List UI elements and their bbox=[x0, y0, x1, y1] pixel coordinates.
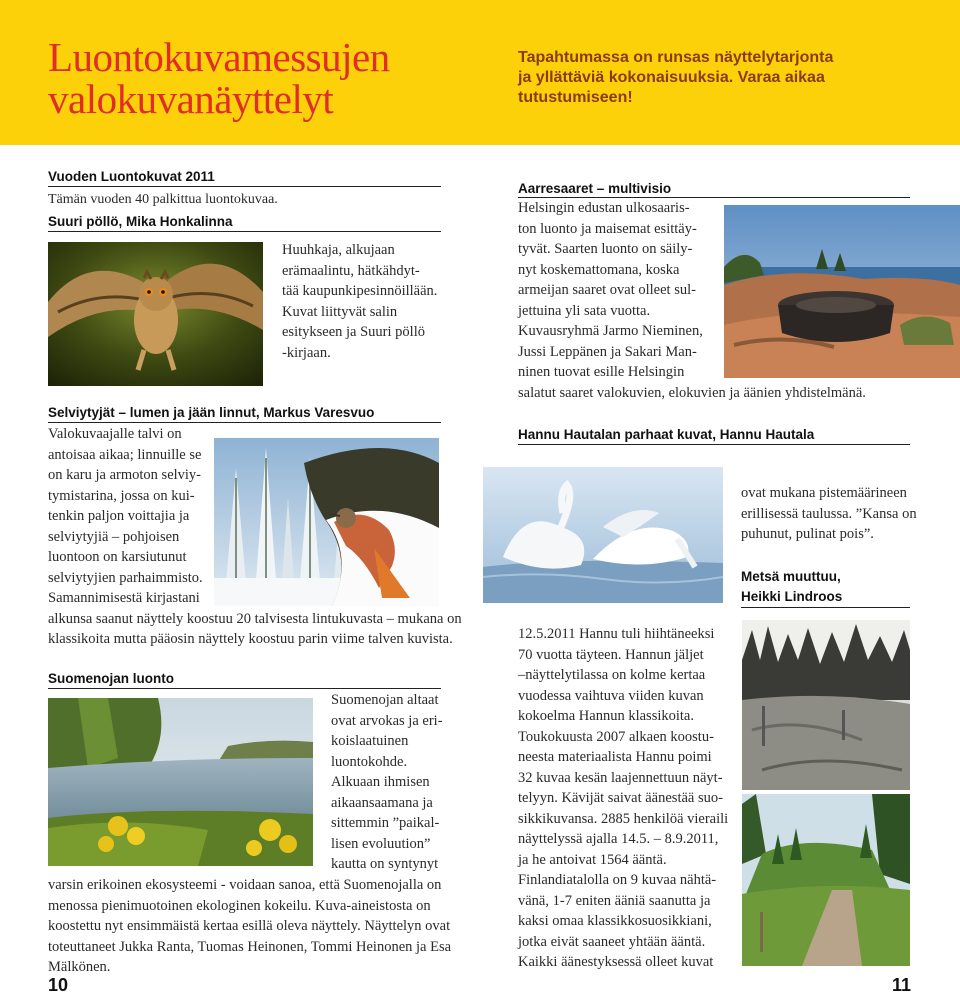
selviytyjat-line: Samannimisestä kirjastani bbox=[48, 590, 200, 606]
selviytyjat-line: on karu ja armoton selviy- bbox=[48, 467, 202, 483]
hautala-body-line: 70 vuotta täyteen. Hannun jäljet bbox=[518, 646, 704, 663]
suomenoja-line: menossa pienimuotoinen ekologinen kokeilu. Kuva-aineistosta on bbox=[48, 897, 431, 914]
section-divider bbox=[48, 231, 441, 232]
selviytyjat-heading: Selviytyjät – lumen ja jään linnut, Markus Varesvuo bbox=[48, 405, 375, 420]
aarresaaret-line: tyvät. Saarten luonto on säily- bbox=[518, 241, 693, 257]
aarresaaret-line: Helsingin edustan ulkosaaris- bbox=[518, 200, 690, 216]
suomenoja-line: koostettu nyt ensimmäistä kertaa esillä oleva näyttely. Näyttelyn ovat bbox=[48, 918, 451, 934]
suomenoja-body-wide bbox=[48, 875, 451, 978]
hautala-body-line: vuodessa vaihtuva viiden kuvan bbox=[518, 687, 704, 704]
section-divider bbox=[48, 186, 441, 187]
hautala-body-line: kokoelma Hannun klassikoita. bbox=[518, 708, 694, 724]
aarresaaret-line: ninen tuovat esille Helsingin bbox=[518, 364, 685, 380]
suomenoja-line: toteuttaneet Jukka Ranta, Tuomas Heinonen, Tommi Heinonen ja Esa bbox=[48, 938, 452, 955]
hautala-body-line: –näyttelytilassa on kolme kertaa bbox=[518, 667, 706, 683]
suomenoja-line: Alkuaan ihmisen bbox=[331, 774, 430, 790]
metsa-heading-line-2: Heikki Lindroos bbox=[741, 589, 843, 604]
subtitle-line-1: Tapahtumassa on runsas näyttelytarjonta bbox=[518, 49, 834, 66]
page-title bbox=[48, 36, 468, 120]
hautala-heading: Hannu Hautalan parhaat kuvat, Hannu Hautala bbox=[518, 427, 815, 442]
selviytyjat-line: selviytyjien parhaimmisto. bbox=[48, 569, 203, 586]
hautala-line: ovat mukana pistemäärineen bbox=[741, 485, 907, 501]
vuoden-body bbox=[282, 240, 437, 363]
hautala-body-line: Toukokuusta 2007 alkaen koostu- bbox=[518, 728, 714, 745]
subtitle-line-2: ja yllättäviä kokonaisuuksia. Varaa aikaa bbox=[518, 69, 825, 86]
owl-photo bbox=[48, 242, 263, 386]
suomenoja-heading: Suomenojan luonto bbox=[48, 671, 174, 686]
vuoden-line: -kirjaan. bbox=[282, 344, 331, 361]
selviytyjat-line: selviytyjiä – pohjoisen bbox=[48, 528, 180, 545]
island-bunker-photo bbox=[724, 205, 960, 378]
aarresaaret-line: ton luonto ja maisemat esittäy- bbox=[518, 220, 697, 237]
hautala-body-line: jotka eivät saaneet yhtään ääntä. bbox=[518, 933, 706, 950]
selviytyjat-line: alkunsa saanut näyttely koostuu 20 talvisesta lintukuvasta – mukana on bbox=[48, 610, 462, 627]
hautala-body-line: ja he antoivat 1564 ääntä. bbox=[518, 851, 667, 868]
vuoden-line: esitykseen ja Suuri pöllö bbox=[282, 324, 425, 340]
section-divider bbox=[48, 422, 441, 423]
hautala-line: erillisessä taulussa. ”Kansa on bbox=[741, 505, 917, 522]
suomenoja-line: lisen evoluution” bbox=[331, 835, 431, 852]
title-line-1: Luontokuvamessujen bbox=[48, 34, 390, 80]
suomenoja-line: aikaansaamana ja bbox=[331, 794, 433, 811]
subtitle-line-3: tutustumiseen! bbox=[518, 89, 633, 106]
winter-bird-photo bbox=[214, 438, 439, 606]
hautala-body-line: vänä, 1-7 eniten ääniä saanutta ja bbox=[518, 892, 711, 909]
title-line-2: valokuvanäyttelyt bbox=[48, 76, 334, 122]
suomenoja-line: luontokohde. bbox=[331, 753, 408, 770]
suomenoja-line: Mälkönen. bbox=[48, 959, 111, 975]
vuoden-line: erämaalintu, hätkähdyt- bbox=[282, 262, 420, 279]
selviytyjat-line: antoisaa aikaa; linnuille se bbox=[48, 446, 202, 463]
page-subtitle bbox=[518, 48, 898, 108]
vuoden-line: Kuvat liittyvät salin bbox=[282, 303, 398, 320]
suomenoja-line: varsin erikoinen ekosysteemi - voidaan sanoa, että Suomenojalla on bbox=[48, 877, 442, 893]
hautala-body-line: telyyn. Kävijät saivat äänestää suo- bbox=[518, 790, 723, 806]
hautala-line: puhunut, pulinat pois”. bbox=[741, 526, 874, 542]
aarresaaret-line: jettuina yli sata vuotta. bbox=[518, 302, 651, 319]
selviytyjat-line: tymistarina, jossa on kui- bbox=[48, 487, 195, 504]
hautala-body-line: kaksi omaa klassikkosuosikkiani, bbox=[518, 913, 712, 929]
header-banner bbox=[0, 0, 960, 145]
selviytyjat-line: luontoon on karsiutunut bbox=[48, 549, 187, 565]
vuoden-heading: Vuoden Luontokuvat 2011 bbox=[48, 169, 215, 184]
vuoden-line: Huuhkaja, alkujaan bbox=[282, 242, 395, 258]
section-divider bbox=[741, 607, 910, 608]
section-divider bbox=[518, 444, 910, 445]
aarresaaret-line: Kuvausryhmä Jarmo Nieminen, bbox=[518, 323, 703, 339]
vuoden-line: tää kaupunkipesinnöillään. bbox=[282, 283, 438, 299]
metsa-heading bbox=[741, 567, 842, 607]
aarresaaret-line: Jussi Leppänen ja Sakari Man- bbox=[518, 343, 697, 360]
hautala-body-line: sikkikuvansa. 2885 henkilöä vieraili bbox=[518, 810, 729, 827]
lake-photo bbox=[48, 698, 313, 866]
hautala-right-text bbox=[741, 483, 917, 545]
swans-photo bbox=[483, 467, 723, 603]
hautala-body-line: näyttelyssä ajalla 14.5. – 8.9.2011, bbox=[518, 831, 719, 847]
suomenoja-line: kautta on syntynyt bbox=[331, 856, 439, 872]
selviytyjat-line: klassikoita mutta pääosin näyttely koostuu parin viime talven kuvista. bbox=[48, 631, 453, 647]
hautala-body-line: Finlandiatalolla on 9 kuvaa nähtä- bbox=[518, 872, 717, 888]
page-number-right: 11 bbox=[892, 975, 912, 995]
hautala-body-line: 12.5.2011 Hannu tuli hiihtäneeksi bbox=[518, 626, 715, 642]
suomenoja-body bbox=[331, 690, 443, 875]
suomenoja-line: ovat arvokas ja eri- bbox=[331, 712, 443, 729]
suomenoja-line: Suomenojan altaat bbox=[331, 692, 439, 708]
forest-now-photo bbox=[742, 794, 910, 966]
selviytyjat-line: tenkin paljon voittajia ja bbox=[48, 508, 190, 524]
aarresaaret-heading: Aarresaaret – multivisio bbox=[518, 181, 672, 196]
selviytyjat-line: Valokuvaajalle talvi on bbox=[48, 426, 182, 442]
hautala-body bbox=[518, 624, 728, 973]
section-divider bbox=[48, 688, 441, 689]
hautala-body-line: neesta materiaalista Hannu poimi bbox=[518, 749, 712, 765]
aarresaaret-line: armeijan saaret ovat olleet sul- bbox=[518, 282, 696, 298]
aarresaaret-line: nyt koskemattomana, koska bbox=[518, 261, 680, 278]
aarresaaret-line: salatut saaret valokuvien, elokuvien ja äänien yhdistelmänä. bbox=[518, 384, 866, 401]
vuoden-subheading: Suuri pöllö, Mika Honkalinna bbox=[48, 214, 233, 229]
suomenoja-line: koislaatuinen bbox=[331, 733, 409, 749]
metsa-heading-line-1: Metsä muuttuu, bbox=[741, 569, 841, 584]
page-number-left: 10 bbox=[48, 975, 69, 995]
hautala-body-line: 32 kuvaa kesän laajennettuun näyt- bbox=[518, 769, 723, 786]
vuoden-intro: Tämän vuoden 40 palkittua luontokuvaa. bbox=[48, 192, 278, 207]
suomenoja-line: sittemmin ”paikal- bbox=[331, 815, 440, 831]
forest-then-photo bbox=[742, 620, 910, 790]
hautala-body-line: Kaikki äänestyksessä olleet kuvat bbox=[518, 954, 714, 970]
